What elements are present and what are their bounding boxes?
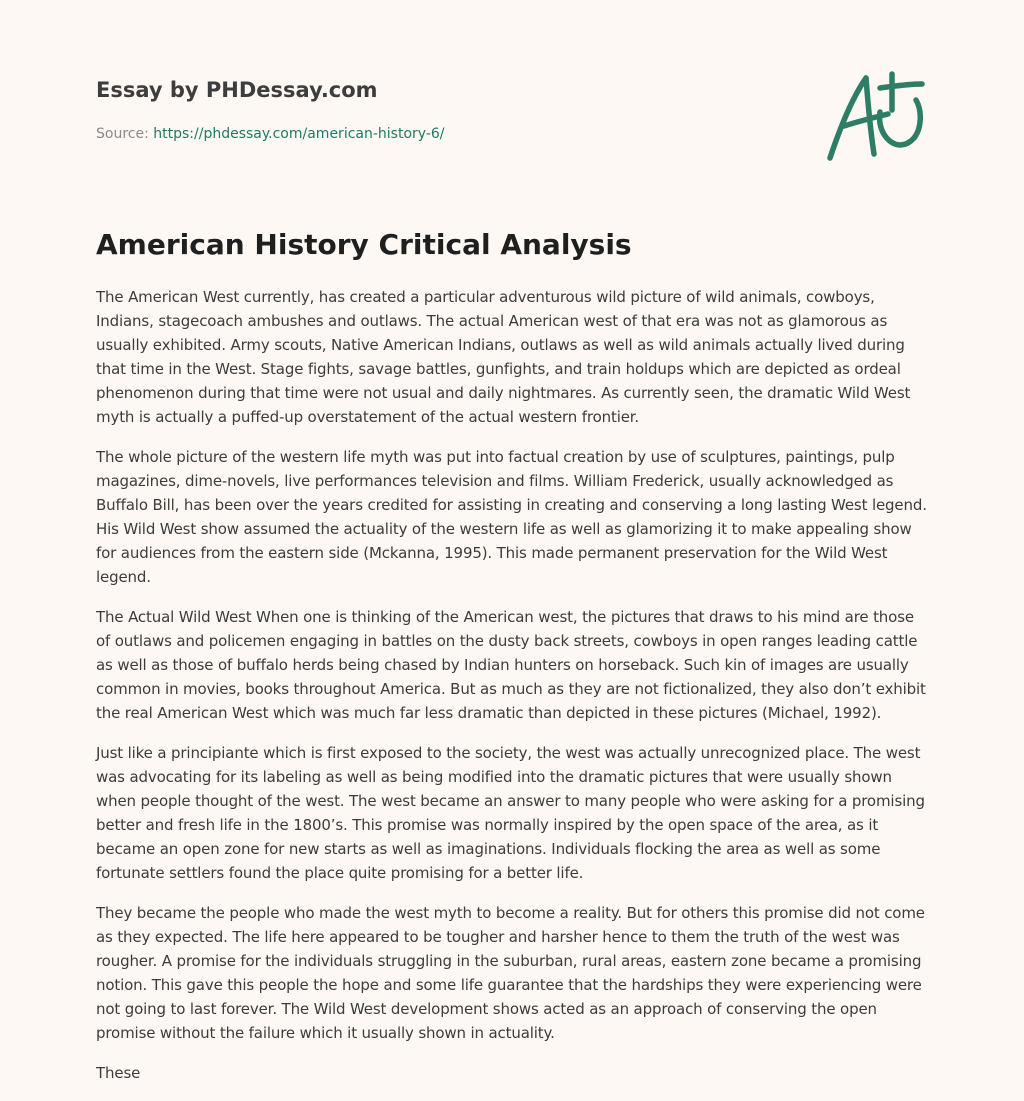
paragraph: The American West currently, has created a particular adventurous wild picture of wild animals, cowboys, Indians, stagecoach ambushes and outlaws. The actual American west of that era was not as glamorous as usually exhibited. Army scouts, Native American Indians, outlaws as well as wild animals actually lived during that time in the West. Stage fights, savage battles, gunfights, and train holdups which are depicted as ordeal phenomenon during that time were not usual and daily nightmares. As currently seen, the dramatic Wild West myth is actually a puffed-up overstatement of the actual western frontier. bbox=[96, 288, 911, 426]
paragraph: The whole picture of the western life myth was put into factual creation by use of sculptures, paintings, pulp magazines, dime-novels, live performances television and films. William Frederick, usually acknowledged as Buffalo Bill, has been over the years credited for assisting in creating and conserving a long lasting West legend. His Wild West show assumed the actuality of the western life as well as glamorizing it to make appealing show for audiences from the eastern side (Mckanna, 1995). This made permanent preservation for the Wild West legend. bbox=[96, 448, 927, 586]
essay-header bbox=[96, 76, 796, 144]
a-plus-grade-icon bbox=[822, 66, 928, 166]
document-title: American History Critical Analysis bbox=[96, 228, 632, 261]
source-line bbox=[96, 124, 796, 144]
paragraph: Just like a principiante which is first exposed to the society, the west was actually unrecognized place. The west was advocating for its labeling as well as being modified into the dramatic pictures that were usually shown when people thought of the west. The west became an answer to many people who were asking for a promising better and fresh life in the 1800’s. This promise was normally inspired by the open space of the area, as it became an open zone for new starts as well as imaginations. Individuals flocking the area as well as some fortunate settlers found the place quite promising for a better life. bbox=[96, 744, 925, 882]
paragraph: The Actual Wild West When one is thinking of the American west, the pictures that draws to his mind are those of outlaws and policemen engaging in battles on the dusty back streets, cowboys in open ranges leading cattle as well as those of buffalo herds being chased by Indian hunters on horseback. Such kin of images are usually common in movies, books throughout America. But as much as they are not fictionalized, they also don’t exhibit the real American West which was much far less dramatic than depicted in these pictures (Michael, 1992). bbox=[96, 608, 926, 722]
essay-body bbox=[96, 285, 930, 1101]
paragraph: They became the people who made the west myth to become a reality. But for others this promise did not come as they expected. The life here appeared to be tougher and harsher hence to them the truth of the west was rougher. A promise for the individuals struggling in the suburban, rural areas, eastern zone became a promising notion. This gave this people the hope and some life guarantee that the hardships they were experiencing were not going to last forever. The Wild West development shows acted as an approach of conserving the open promise without the failure which it usually shown in actuality. bbox=[96, 904, 925, 1042]
source-label: Source: bbox=[96, 126, 154, 142]
paragraph: These bbox=[96, 1064, 141, 1082]
brand-title: Essay by PHDessay.com bbox=[96, 78, 378, 102]
source-link[interactable]: https://phdessay.com/american-history-6/ bbox=[153, 126, 445, 142]
